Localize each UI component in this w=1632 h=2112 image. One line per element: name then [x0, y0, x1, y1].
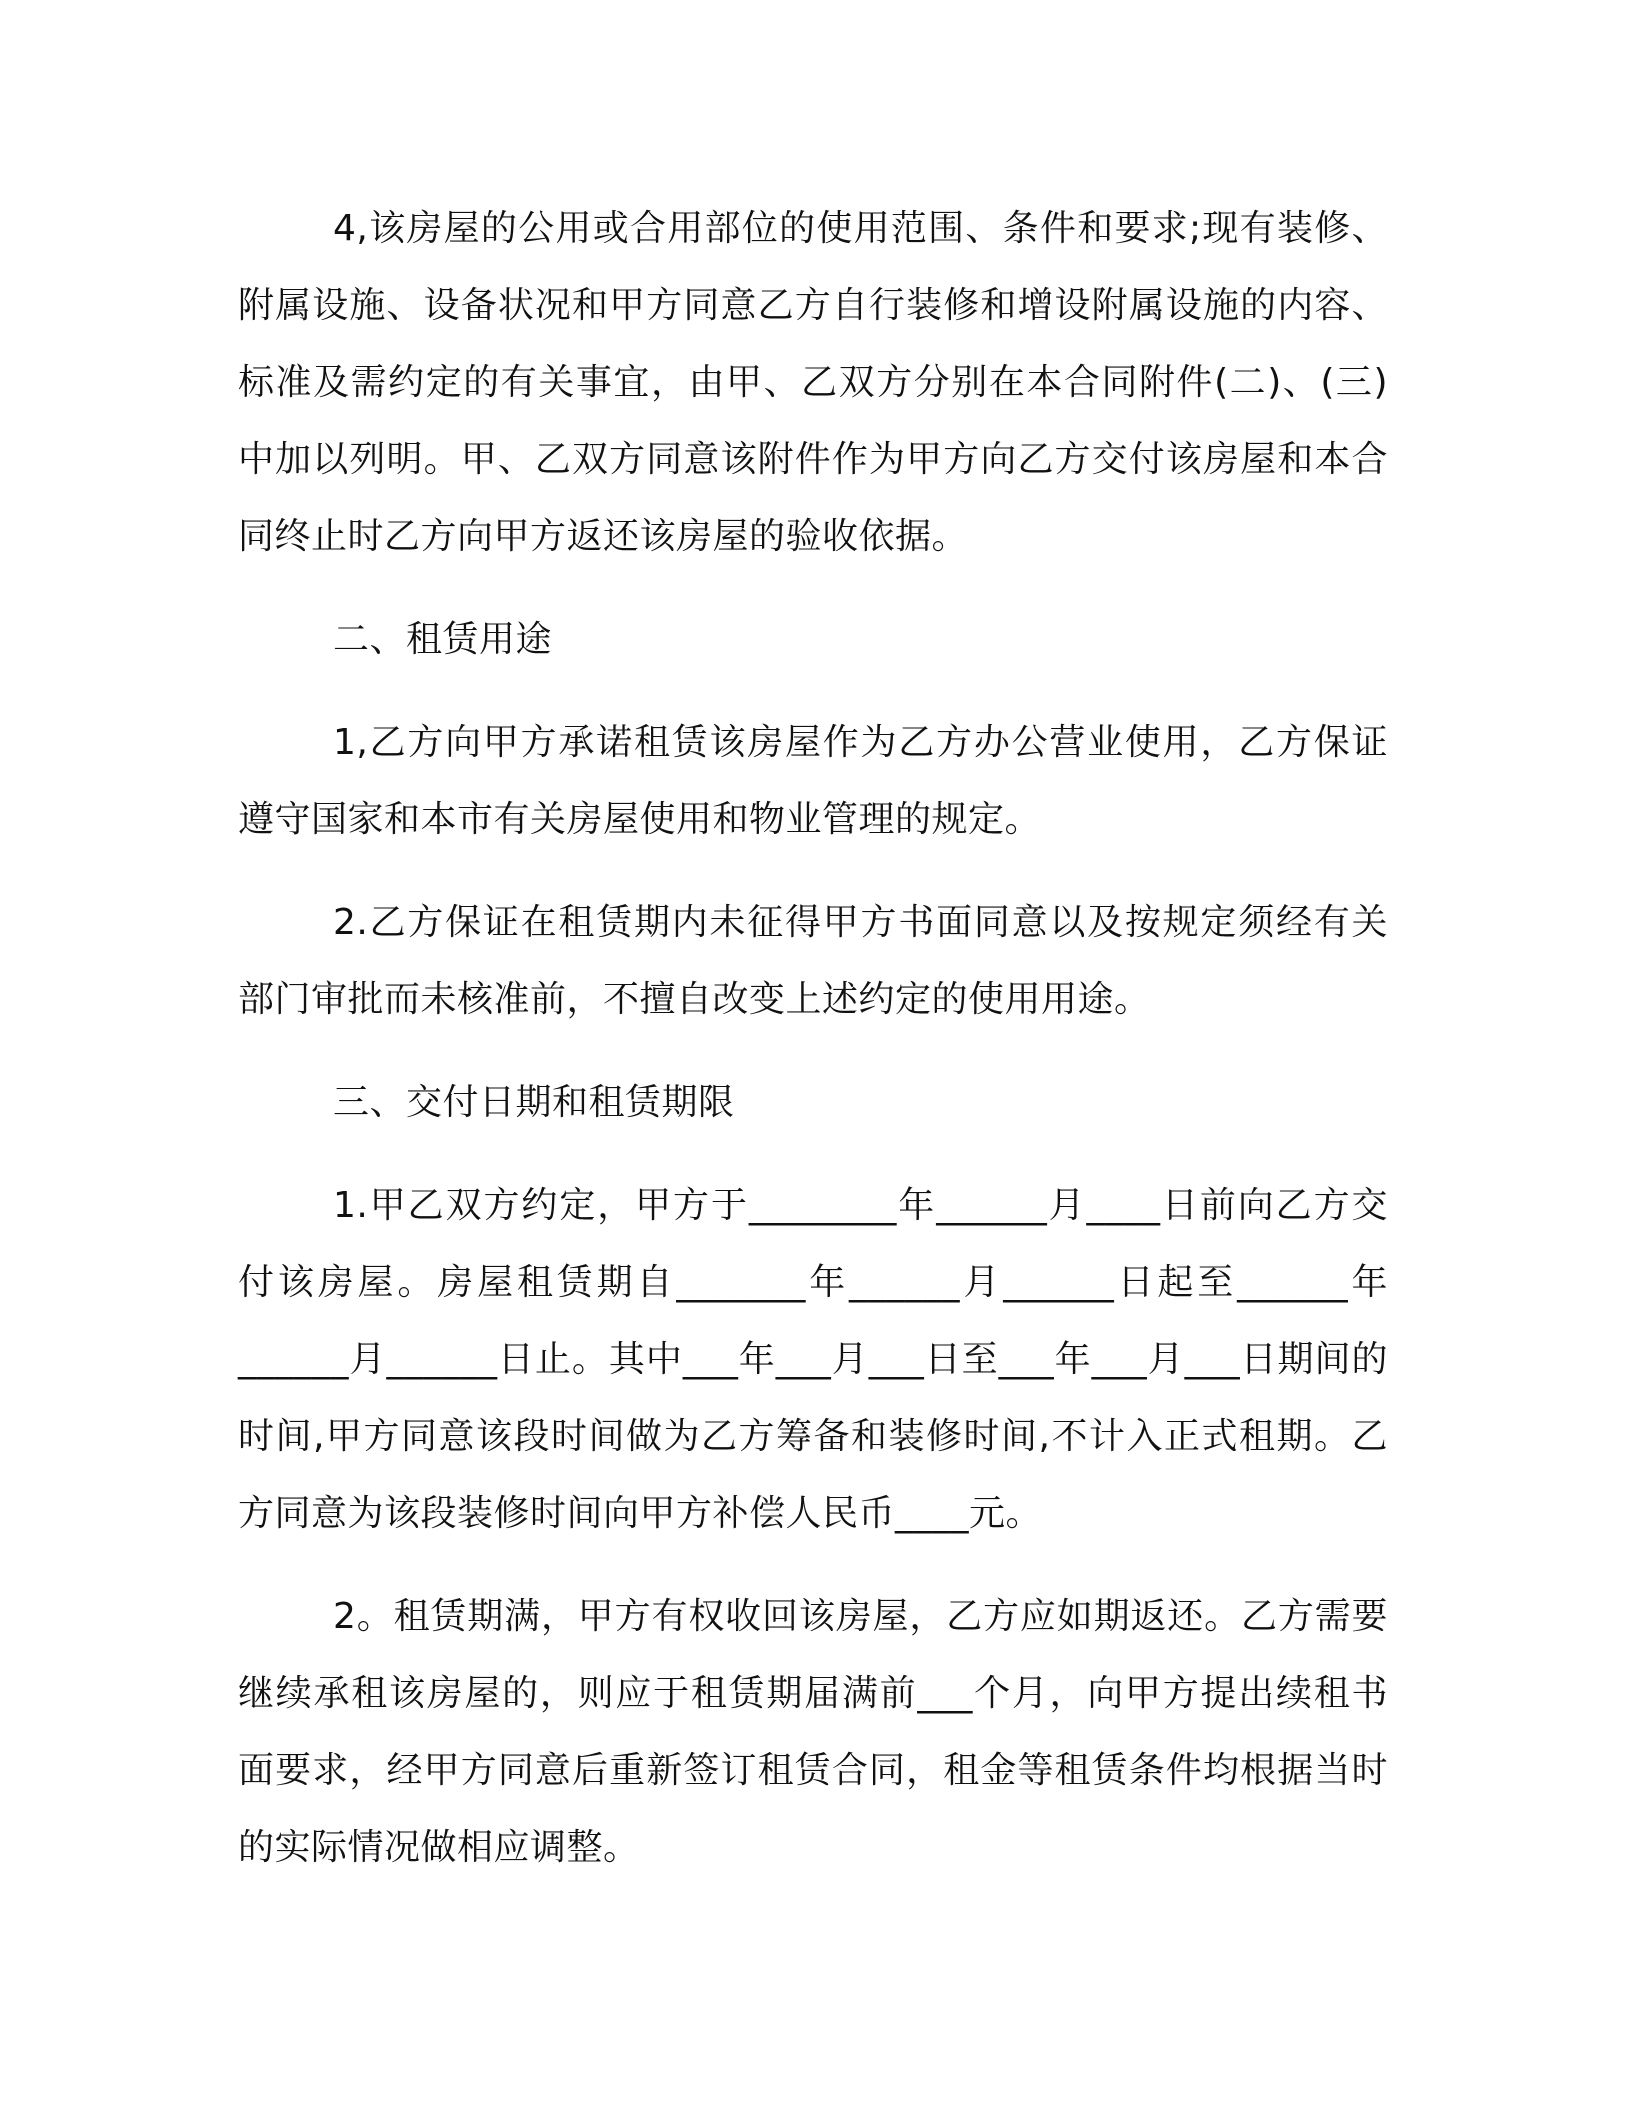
- paragraph-usage-change: 2.乙方保证在租赁期内未征得甲方书面同意以及按规定须经有关部门审批而未核准前，不擅自改变上述约定的使用用途。: [238, 902, 1388, 1020]
- paragraph-spacer: [238, 858, 1388, 884]
- document-page: [238, 190, 1388, 1886]
- paragraph-spacer: [238, 575, 1388, 601]
- section-heading-lease-purpose: 二、租赁用途: [333, 619, 553, 660]
- paragraph-spacer: [238, 1038, 1388, 1064]
- paragraph-spacer: [238, 1552, 1388, 1578]
- paragraph-lease-renewal: 2。租赁期满，甲方有权收回该房屋，乙方应如期返还。乙方需要继续承租该房屋的，则应于租赁期届满前___个月，向甲方提出续租书面要求，经甲方同意后重新签订租赁合同，租金等租赁条件均根据当时的实际情况做相应调整。: [238, 1596, 1388, 1868]
- paragraph-delivery-dates: 1.甲乙双方约定，甲方于________年______月____日前向乙方交付该房屋。房屋租赁期自_______年______月______日起至______年______月______日止。其中___年___月___日至___年___月___日期间的时间,甲方同意该段时间做为乙方筹备和装修时间,不计入正式租期。乙方同意为该段装修时间向甲方补偿人民币____元。: [238, 1185, 1388, 1534]
- section-heading-delivery-term: 三、交付日期和租赁期限: [333, 1082, 735, 1123]
- paragraph-spacer: [238, 1141, 1388, 1167]
- paragraph-appendix-clause: 4,该房屋的公用或合用部位的使用范围、条件和要求;现有装修、附属设施、设备状况和甲方同意乙方自行装修和增设附属设施的内容、标准及需约定的有关事宜，由甲、乙双方分别在本合同附件(二)、(三)中加以列明。甲、乙双方同意该附件作为甲方向乙方交付该房屋和本合同终止时乙方向甲方返还该房屋的验收依据。: [238, 208, 1388, 557]
- paragraph-spacer: [238, 678, 1388, 704]
- paragraph-usage-commitment: 1,乙方向甲方承诺租赁该房屋作为乙方办公营业使用，乙方保证遵守国家和本市有关房屋使用和物业管理的规定。: [238, 722, 1388, 840]
